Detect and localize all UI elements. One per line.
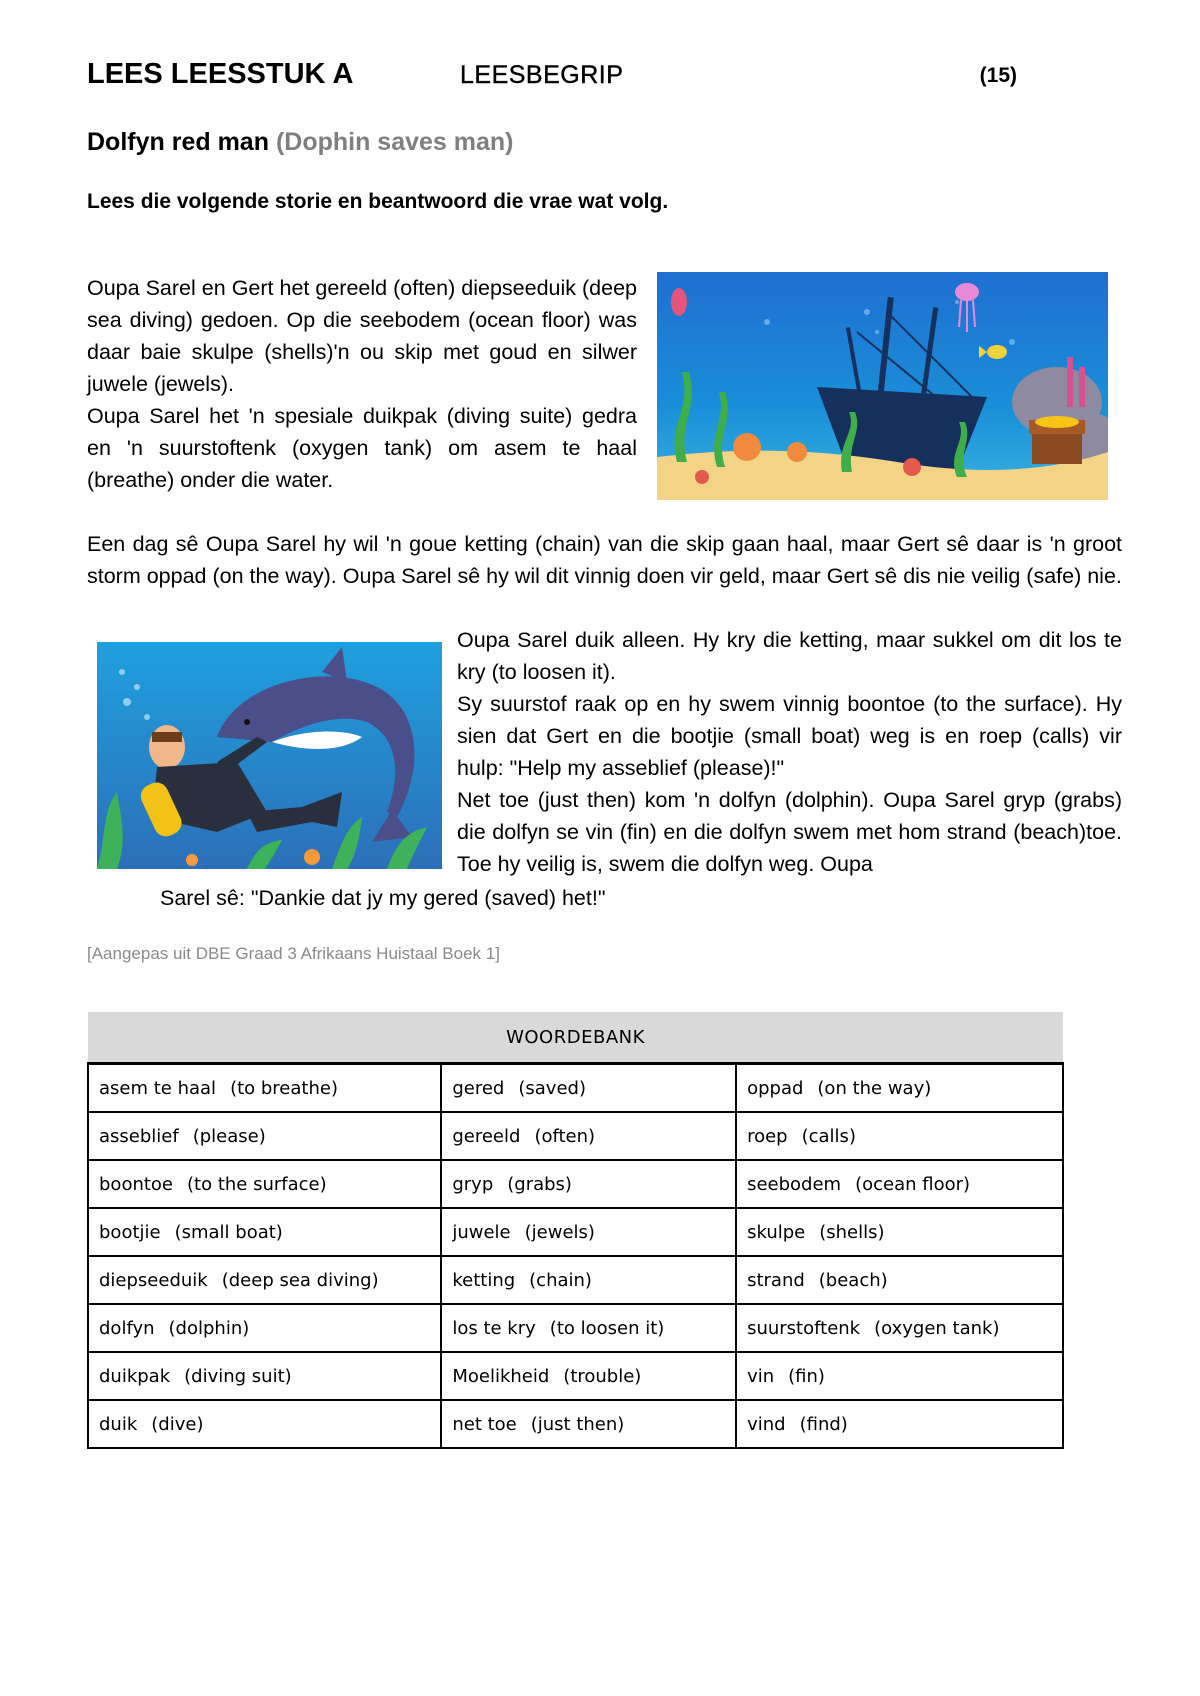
wordbank-cell [736,1304,1063,1352]
wordbank-word: boontoe [99,1173,174,1195]
wordbank-cell [736,1208,1063,1256]
wordbank-translation: (often) [534,1125,596,1147]
wordbank-translation: (saved) [518,1077,586,1099]
wordbank-cell [441,1400,736,1448]
wordbank-translation: (diving suit) [184,1365,292,1387]
wordbank-row [88,1352,1063,1400]
wordbank-row [88,1304,1063,1352]
wordbank-word: asem te haal [99,1077,217,1099]
wordbank-word: Moelikheid [452,1365,550,1387]
wordbank-word: suurstoftenk [747,1317,861,1339]
wordbank-translation: (trouble) [563,1365,642,1387]
wordbank-cell [441,1112,736,1160]
wordbank-word: duikpak [99,1365,171,1387]
wordbank-row [88,1256,1063,1304]
wordbank-word: ketting [452,1269,516,1291]
wordbank-cell [736,1352,1063,1400]
wordbank-cell [441,1160,736,1208]
wordbank-word: gereeld [452,1125,521,1147]
wordbank-cell [736,1256,1063,1304]
wordbank-word: gered [452,1077,505,1099]
wordbank-word: seebodem [747,1173,842,1195]
wordbank-row [88,1064,1063,1113]
wordbank-word: asseblief [99,1125,179,1147]
wordbank-row [88,1208,1063,1256]
wordbank-translation: (to the surface) [187,1173,327,1195]
story-paragraph-1 [87,272,637,496]
wordbank-translation: (grabs) [507,1173,572,1195]
wordbank-word: strand [747,1269,805,1291]
wordbank-word: roep [747,1125,788,1147]
wordbank-cell [441,1304,736,1352]
wordbank-translation: (small boat) [174,1221,283,1243]
wordbank-word: oppad [747,1077,804,1099]
wordbank-translation: (just then) [530,1413,625,1435]
story-paragraph-4: Sarel sê: "Dankie dat jy my gered (saved) het!" [160,886,606,910]
story-paragraph-2: Een dag sê Oupa Sarel hy wil 'n goue ketting (chain) van die skip gaan haal, maar Gert sê daar is 'n groot storm oppad (on the way). Oupa Sarel sê hy wil dit vinnig doen vir geld, maar Gert sê dis nie veilig (safe) nie. [87,532,1122,588]
wordbank-translation: (find) [799,1413,848,1435]
wordbank-cell [736,1064,1063,1113]
story-paragraph-3c: Net toe (just then) kom 'n dolfyn (dolphin). Oupa Sarel gryp (grabs) die dolfyn se vin (fin) en die dolfyn swem met hom strand (beach)toe. Toe hy veilig is, swem die dolfyn weg. Oupa [457,788,1122,876]
wordbank-row [88,1400,1063,1448]
wordbank-translation: (dolphin) [168,1317,250,1339]
topic-title: LEESBEGRIP [460,61,624,89]
wordbank-translation: (calls) [801,1125,856,1147]
wordbank-translation: (jewels) [524,1221,595,1243]
story-title-english: (Dophin saves man) [275,128,514,156]
wordbank-cell [88,1304,441,1352]
wordbank-word: net toe [452,1413,517,1435]
wordbank-translation: (fin) [788,1365,825,1387]
wordbank-cell [88,1064,441,1113]
story-paragraph-1b: Oupa Sarel het 'n spesiale duikpak (diving suite) gedra en 'n suurstoftenk (oxygen tank) om asem te haal (breathe) onder die water. [87,404,637,492]
worksheet-header [87,58,1017,98]
story-paragraph-3 [457,624,1122,880]
wordbank-word: duik [99,1413,138,1435]
section-title: LEES LEESSTUK A [87,58,354,90]
wordbank-title: WOORDEBANK [88,1012,1063,1064]
wordbank-cell [88,1208,441,1256]
wordbank-cell [88,1112,441,1160]
wordbank-body [88,1064,1063,1449]
wordbank-word: gryp [452,1173,494,1195]
source-citation: [Aangepas uit DBE Graad 3 Afrikaans Huistaal Boek 1] [87,944,500,963]
wordbank-translation: (to breathe) [230,1077,338,1099]
wordbank-translation: (ocean floor) [855,1173,971,1195]
wordbank-cell [441,1256,736,1304]
story-title [87,128,514,157]
wordbank-word: bootjie [99,1221,161,1243]
wordbank-translation: (deep sea diving) [221,1269,379,1291]
marks-total: (15) [979,64,1017,87]
wordbank-row [88,1112,1063,1160]
wordbank-translation: (dive) [151,1413,204,1435]
story-paragraph-1a: Oupa Sarel en Gert het gereeld (often) diepseeduik (deep sea diving) gedoen. Op die seebodem (ocean floor) was daar baie skulpe (shells)'n ou skip met goud en silwer juwele (jewels). [87,276,637,396]
wordbank-cell [88,1160,441,1208]
story-paragraph-3b: Sy suurstof raak op en hy swem vinnig boontoe (to the surface). Hy sien dat Gert en die bootjie (small boat) weg is en roep (calls) vir hulp: "Help my asseblief (please)!" [457,692,1122,780]
wordbank-cell [441,1064,736,1113]
wordbank-word: vind [747,1413,786,1435]
shipwreck-illustration [657,272,1108,500]
wordbank-word: skulpe [747,1221,806,1243]
wordbank-word: los te kry [452,1317,536,1339]
wordbank-word: dolfyn [99,1317,155,1339]
wordbank-word: juwele [452,1221,511,1243]
story-title-afrikaans: Dolfyn red man [87,128,269,156]
wordbank-translation: (beach) [818,1269,888,1291]
wordbank-cell [88,1352,441,1400]
wordbank-translation: (on the way) [817,1077,932,1099]
instruction: Lees die volgende storie en beantwoord die vrae wat volg. [87,190,669,213]
wordbank-row [88,1160,1063,1208]
wordbank-cell [88,1400,441,1448]
wordbank-word: vin [747,1365,775,1387]
wordbank-translation: (to loosen it) [549,1317,665,1339]
wordbank-cell [441,1208,736,1256]
wordbank-table [87,1012,1064,1449]
wordbank-cell [441,1352,736,1400]
wordbank-cell [88,1256,441,1304]
wordbank-translation: (shells) [819,1221,885,1243]
wordbank-cell [736,1400,1063,1448]
story-paragraph-3a: Oupa Sarel duik alleen. Hy kry die ketting, maar sukkel om dit los te kry (to loosen it). [457,628,1122,684]
wordbank-cell [736,1160,1063,1208]
wordbank-translation: (chain) [529,1269,592,1291]
wordbank-word: diepseeduik [99,1269,208,1291]
diver-dolphin-illustration [97,642,442,869]
wordbank-cell [736,1112,1063,1160]
wordbank-translation: (please) [192,1125,266,1147]
wordbank-translation: (oxygen tank) [874,1317,1000,1339]
